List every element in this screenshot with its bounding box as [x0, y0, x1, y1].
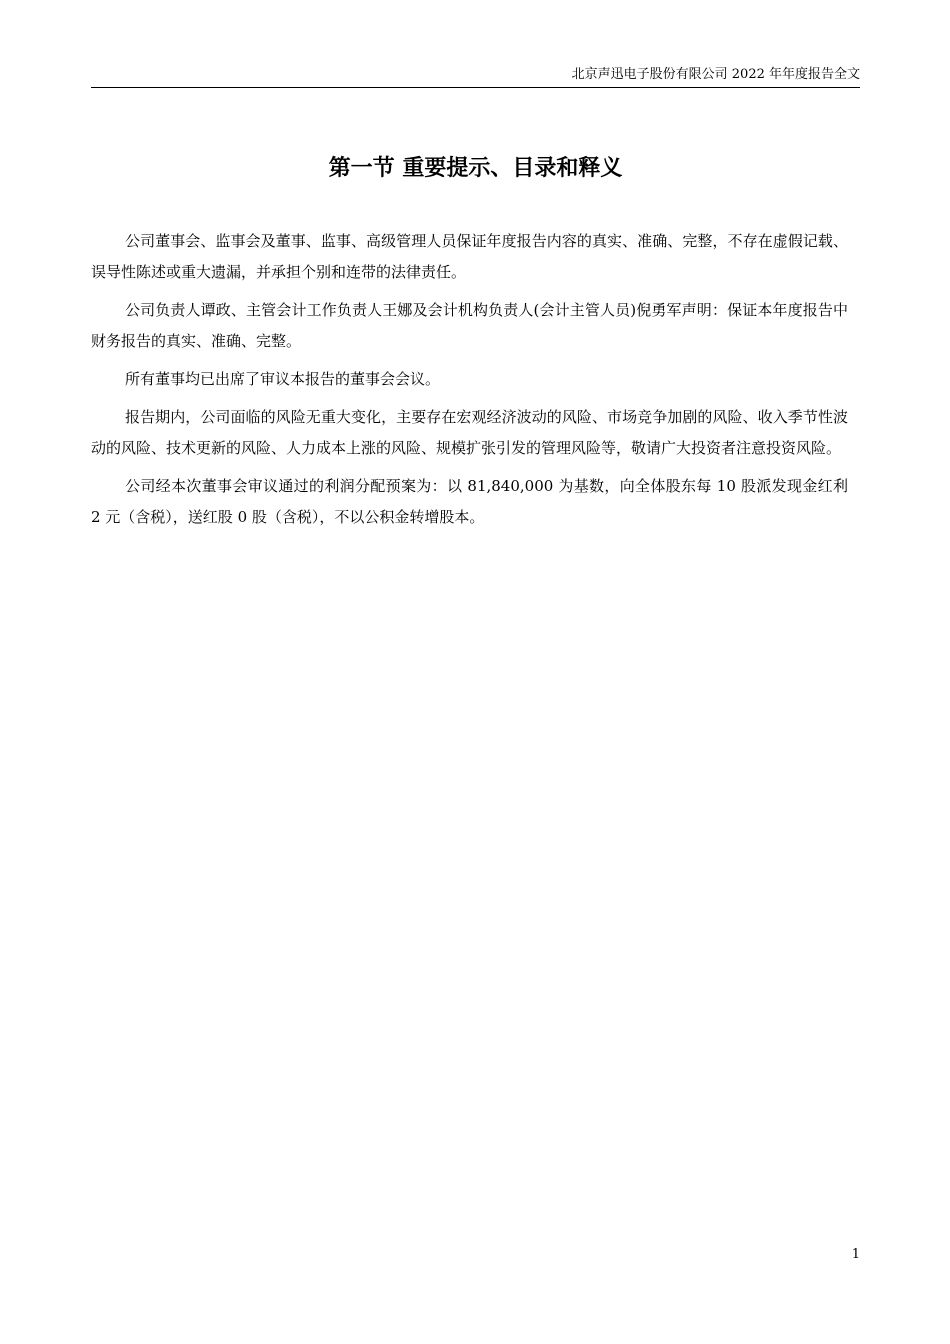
paragraph-directors-attendance: 所有董事均已出席了审议本报告的董事会会议。: [125, 370, 441, 388]
paragraph-risk-notice: 报告期内，公司面临的风险无重大变化，主要存在宏观经济波动的风险、市场竞争加剧的风险、收入季节性波动的风险、技术更新的风险、人力成本上涨的风险、规模扩张引发的管理风险等，敬请广大投资者注意投资风险。: [91, 408, 848, 457]
body-text: [91, 226, 848, 540]
section-title: 第一节 重要提示、目录和释义: [328, 156, 623, 181]
paragraph-profit-distribution: 公司经本次董事会审议通过的利润分配预案为：以 81,840,000 为基数，向全体股东每 10 股派发现金红利 2 元（含税），送红股 0 股（含税），不以公积金转增股本。: [91, 477, 848, 526]
page-number: 1: [851, 1247, 860, 1262]
paragraph-board-guarantee: 公司董事会、监事会及董事、监事、高级管理人员保证年度报告内容的真实、准确、完整，不存在虚假记载、误导性陈述或重大遗漏，并承担个别和连带的法律责任。: [91, 232, 848, 281]
running-header: 北京声迅电子股份有限公司 2022 年年度报告全文: [571, 67, 860, 82]
header-divider: [91, 87, 860, 88]
paragraph-responsible-persons-statement: 公司负责人谭政、主管会计工作负责人王娜及会计机构负责人(会计主管人员)倪勇军声明：保证本年度报告中财务报告的真实、准确、完整。: [91, 301, 848, 350]
